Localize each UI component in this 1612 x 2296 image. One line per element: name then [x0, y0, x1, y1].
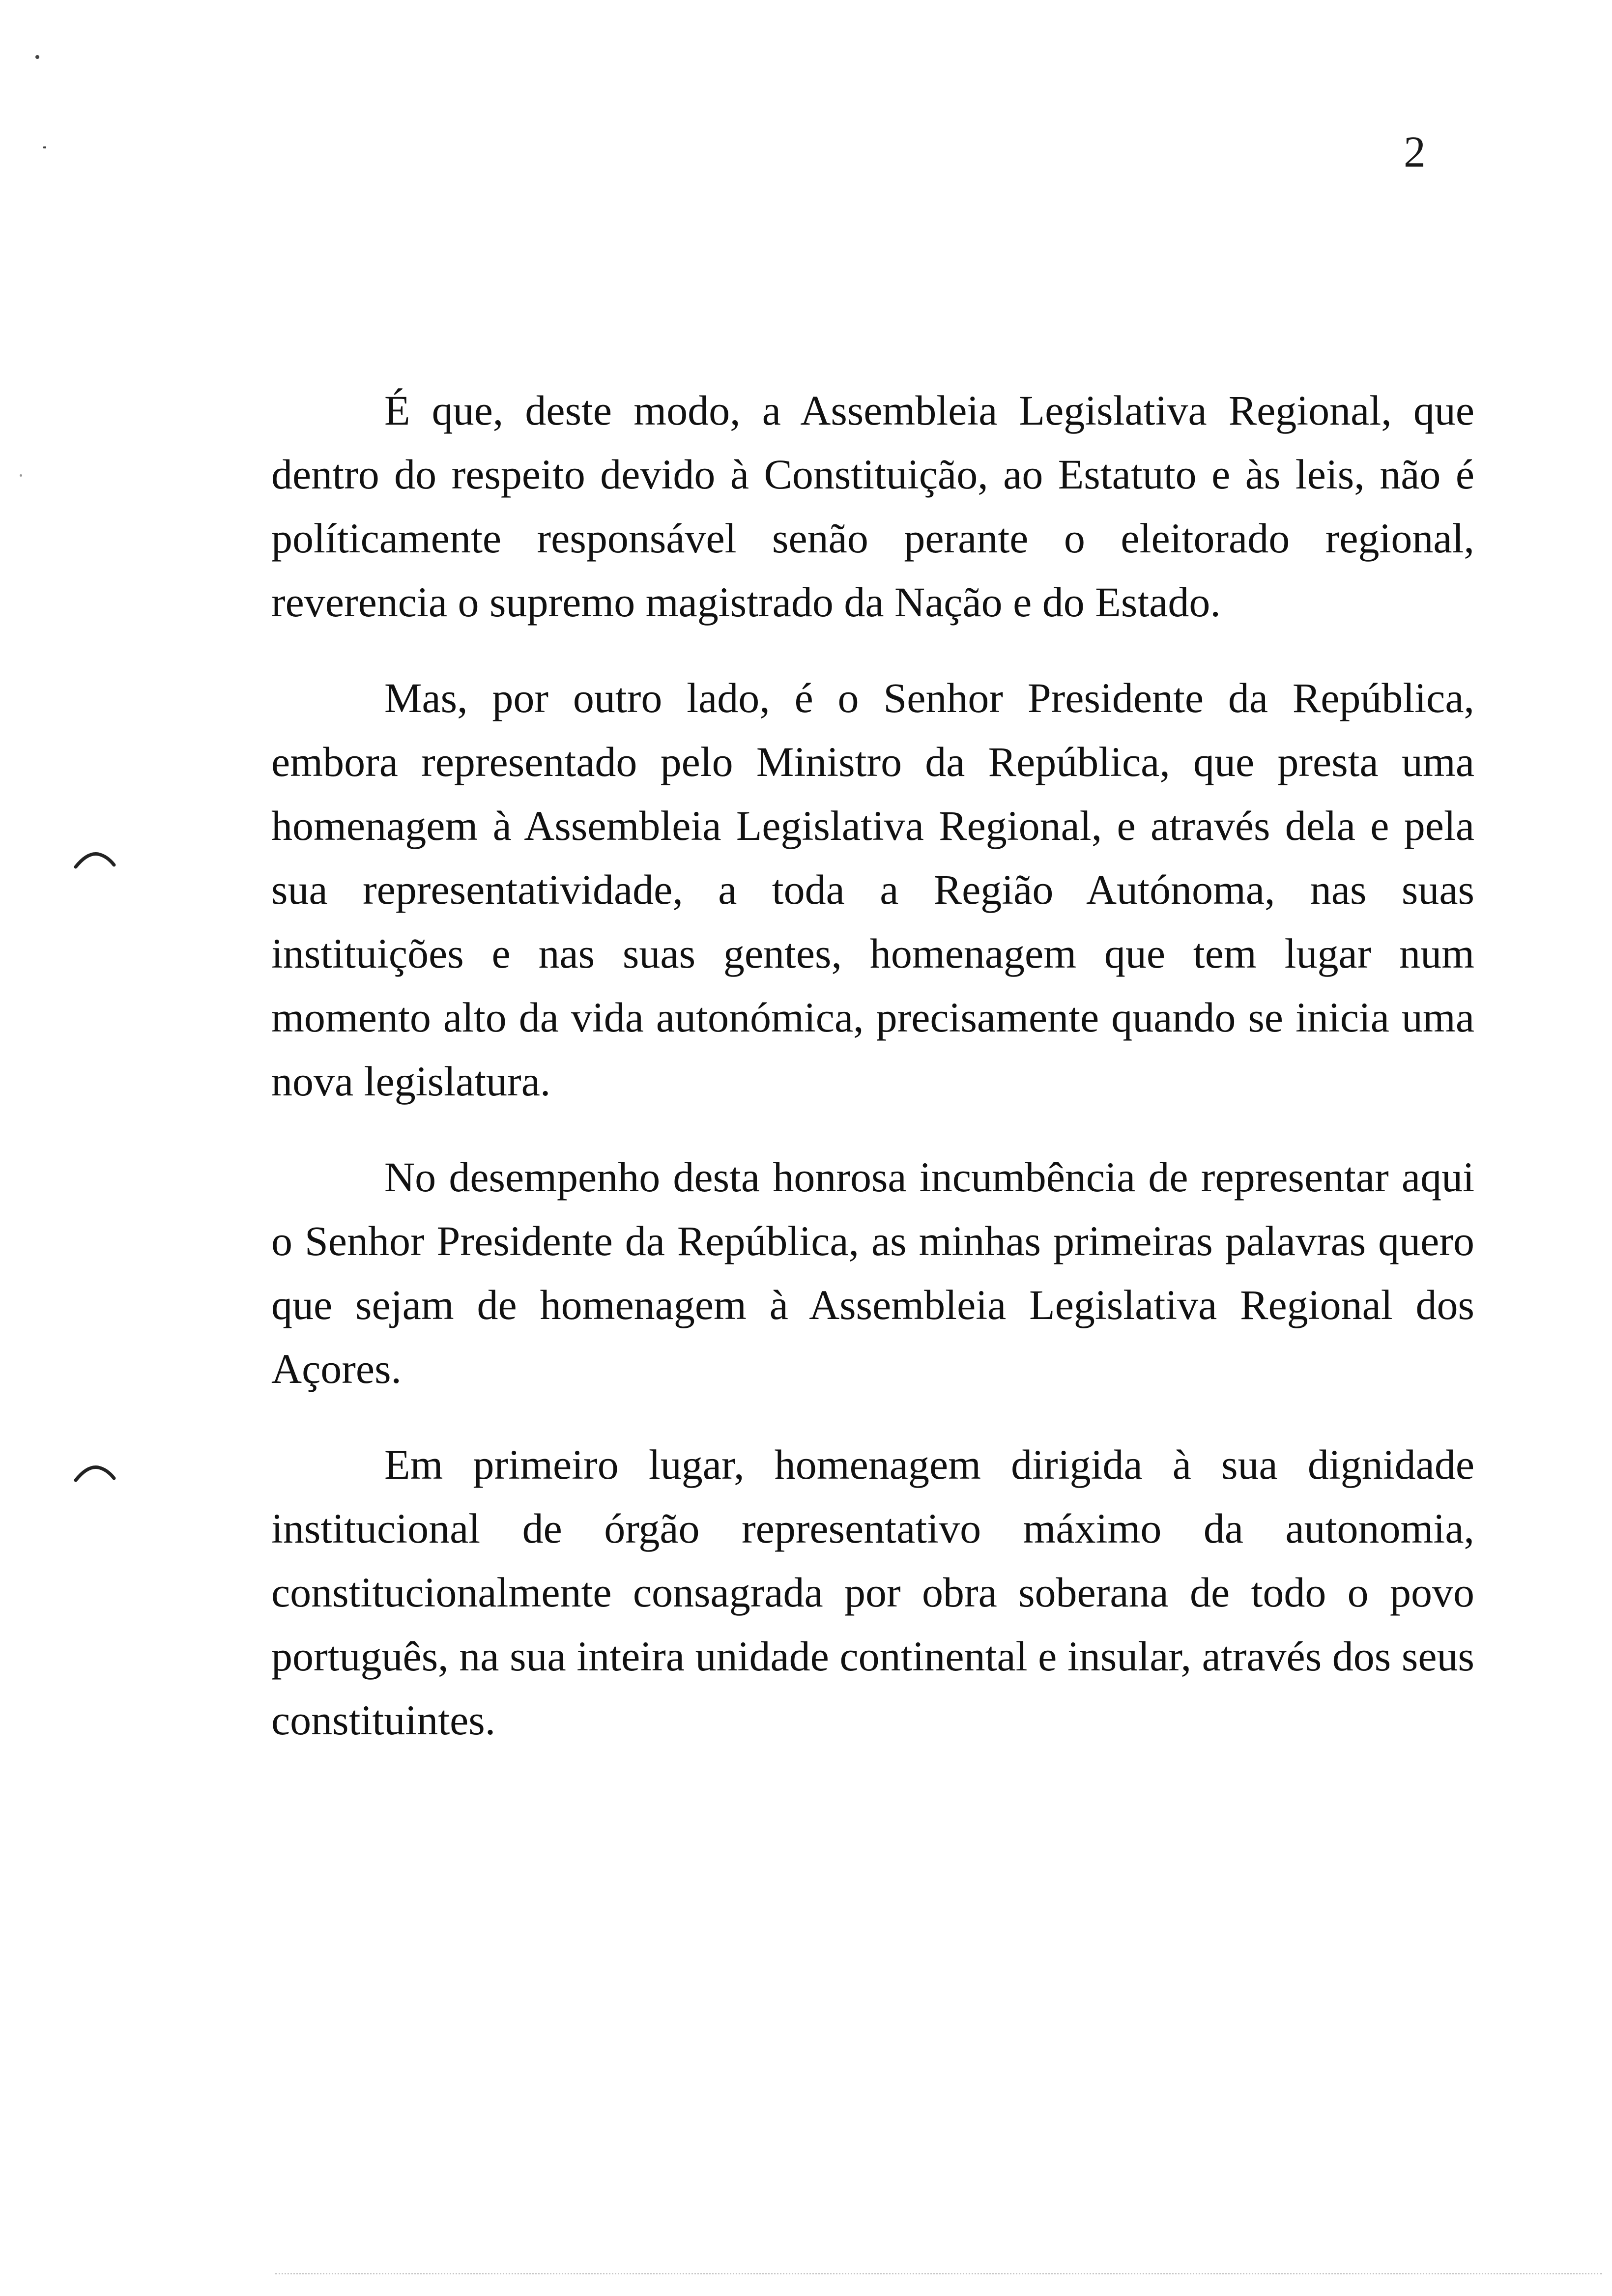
paragraph: Em primeiro lugar, homenagem dirigida à sua dignidade institucional de órgão representativo máximo da autonomia, constitucionalmente consagrada por obra soberana de todo o povo português, na sua inteira unidade continental e insular, através dos seus constituintes. — [271, 1441, 1474, 1744]
scan-edge-noise — [275, 2273, 1602, 2281]
paragraph: No desempenho desta honrosa incumbência de representar aqui o Senhor Presidente da República, as minhas primeiras palavras quero que sejam de homenagem à Assembleia Legislativa Regional dos Açores. — [271, 1153, 1474, 1392]
paragraph: Mas, por outro lado, é o Senhor Presidente da República, embora representado pelo Ministro da República, que presta uma homenagem à Assembleia Legislativa Regional, e através dela e pela sua representatividade, a toda a Região Autónoma, nas suas instituições e nas suas gentes, homenagem que tem lugar num momento alto da vida autonómica, precisamente quando se inicia uma nova legislatura. — [271, 674, 1474, 1105]
binder-mark-icon — [73, 850, 117, 870]
binder-mark-icon — [73, 1464, 117, 1483]
scan-speck — [35, 55, 39, 59]
scan-speck — [20, 474, 22, 477]
page-number: 2 — [1404, 128, 1426, 176]
scan-speck — [43, 146, 46, 148]
body-text — [271, 378, 1474, 1784]
paragraph: É que, deste modo, a Assembleia Legislativa Regional, que dentro do respeito devido à Constituição, ao Estatuto e às leis, não é políticamente responsável senão perante o eleitorado regional, reverencia o supremo magistrado da Nação e do Estado. — [271, 387, 1474, 626]
